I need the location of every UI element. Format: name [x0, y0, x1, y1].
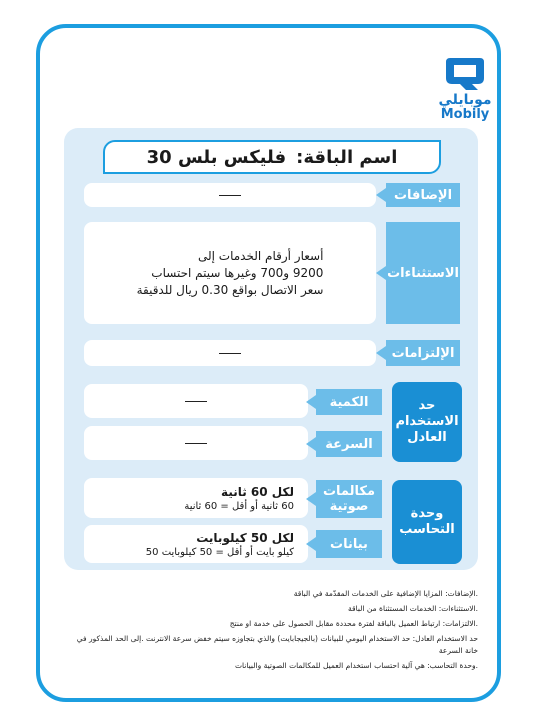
- mobily-logo-icon: [444, 54, 486, 92]
- additions-value: [84, 183, 376, 207]
- package-title-name: فليكس بلس 30: [146, 146, 287, 168]
- fair-use-speed-value: [84, 426, 308, 460]
- data-billing-main: لكل 50 كيلوبايت: [196, 530, 294, 545]
- fair-use-speed-label: السرعة: [316, 431, 382, 457]
- additions-label: الإضافات: [386, 183, 460, 207]
- exceptions-line-2: 9200 و700 وغيرها سيتم احتساب: [151, 265, 324, 280]
- exceptions-label: الاستثناءات: [386, 222, 460, 324]
- exceptions-value: [84, 222, 376, 324]
- footnote: .الاستثناءات: الخدمات المستثناة من الباقة: [348, 604, 478, 613]
- empty-dash: [185, 443, 207, 444]
- exceptions-line-1: أسعار أرقام الخدمات إلى: [197, 248, 324, 263]
- footnote: .الالتزامات: ارتباط العميل بالباقة لفترة محددة مقابل الحصول على خدمة او منتج: [229, 619, 478, 628]
- voice-billing-label: مكالمات صوتية: [316, 480, 382, 518]
- mobily-logo: [438, 54, 492, 126]
- empty-dash: [219, 195, 241, 196]
- commitments-value: [84, 340, 376, 366]
- data-billing-sub: كيلو بايت أو أقل = 50 كيلوبايت 50: [145, 546, 294, 558]
- footnote: .وحدة التحاسب: هي آلية احتساب استخدام العميل للمكالمات الصوتية والبيانات: [234, 661, 478, 670]
- data-billing-value: [84, 525, 308, 563]
- data-billing-label: بيانات: [316, 530, 382, 558]
- fair-use-quantity-label: الكمية: [316, 389, 382, 415]
- brand-name-ar: موبايلي: [438, 92, 492, 108]
- empty-dash: [185, 401, 207, 402]
- empty-dash: [219, 353, 241, 354]
- footnotes: [66, 588, 478, 675]
- exceptions-line-3: سعر الاتصال بواقع 0.30 ريال للدقيقة: [136, 282, 324, 297]
- voice-billing-main: لكل 60 ثانية: [221, 484, 294, 499]
- billing-group-label: وحدة التحاسب: [392, 480, 462, 564]
- fair-use-quantity-value: [84, 384, 308, 418]
- package-title-label: اسم الباقة:: [296, 146, 398, 168]
- brand-name-en: Mobily: [440, 107, 490, 122]
- fair-use-group-label: حد الاستخدام العادل: [392, 382, 462, 462]
- footnote: .الإضافات: المزايا الإضافية على الخدمات المقدّمة في الباقة: [293, 589, 478, 598]
- commitments-label: الإلتزامات: [386, 340, 460, 366]
- package-title: [103, 140, 441, 174]
- voice-billing-value: [84, 478, 308, 518]
- footnote: حد الاستخدام العادل: حد الاستخدام اليومي للبيانات (بالجيجابايت) والذي بتجاوزه سيتم خفض سرعة الانترنت .إلى الحد المذكور في خانة السرعة: [76, 634, 478, 655]
- voice-billing-sub: 60 ثانية أو أقل = 60 ثانية: [184, 500, 294, 512]
